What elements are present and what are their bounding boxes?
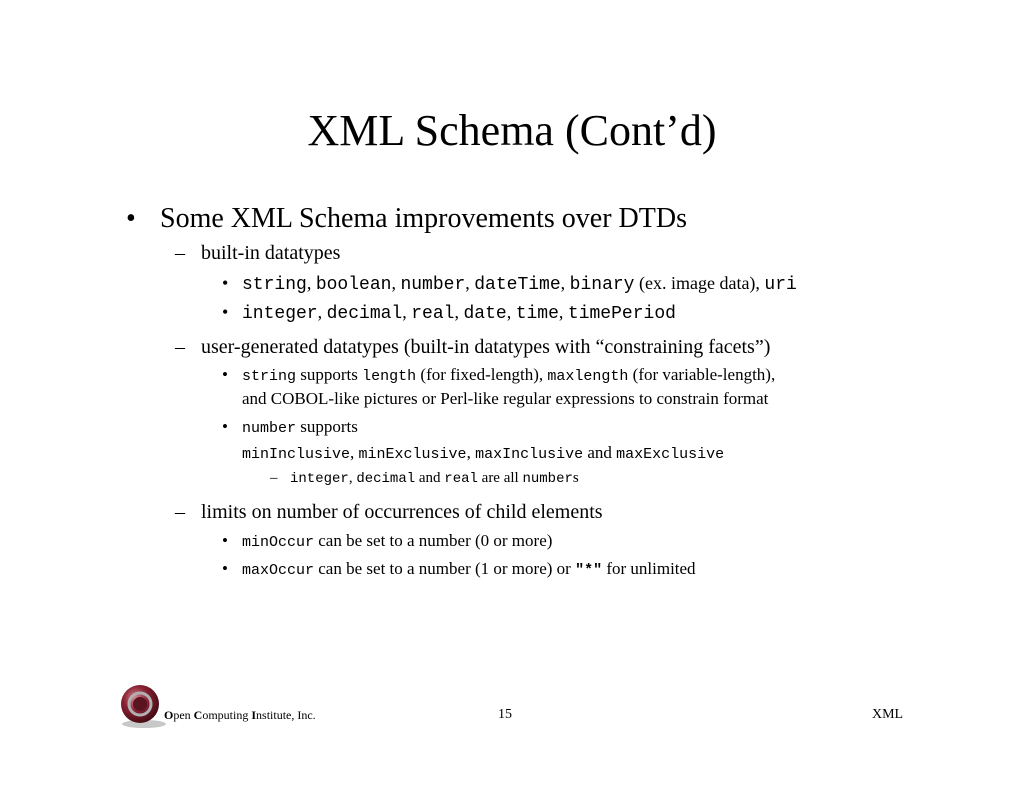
text-fragment: can be set to a number (0 or more) — [314, 531, 553, 550]
text-fragment: (for fixed-length), — [416, 365, 548, 384]
code-term: length — [362, 368, 417, 385]
code-term: number — [400, 275, 466, 295]
text-fragment: supports — [296, 417, 358, 436]
code-term: uri — [764, 275, 797, 295]
number-facets-list — [242, 441, 724, 467]
text-fragment: , — [560, 273, 570, 293]
code-term: integer — [242, 304, 318, 324]
bullet-dot: • — [222, 365, 228, 384]
text-fragment: for unlimited — [602, 559, 696, 578]
code-term: number — [242, 420, 297, 437]
code-term: decimal — [356, 471, 416, 487]
dash-marker: – — [175, 501, 185, 523]
code-term: minExclusive — [358, 446, 467, 463]
footer-organization — [164, 706, 316, 724]
page-number: 15 — [498, 707, 512, 722]
footer-topic: XML — [872, 707, 904, 722]
code-term: time — [515, 304, 559, 324]
code-term: maxOccur — [242, 562, 315, 579]
text-fragment: , — [306, 273, 316, 293]
bullet-dot: • — [222, 531, 228, 550]
text-fragment: can be set to a number (1 or more) or — [314, 559, 576, 578]
code-term: minOccur — [242, 534, 315, 551]
text-fragment: and — [583, 443, 617, 462]
code-term: decimal — [326, 304, 403, 324]
text-fragment: omputing — [202, 708, 252, 722]
min-occur-line — [242, 529, 552, 555]
text-fragment: , — [506, 302, 516, 322]
code-term: string — [242, 275, 307, 295]
dash-marker: – — [175, 336, 185, 358]
code-term: boolean — [315, 275, 392, 295]
code-term: binary — [569, 275, 635, 295]
code-term: number — [522, 471, 573, 487]
builtin-types-line-2 — [242, 300, 676, 326]
code-term: date — [463, 304, 507, 324]
code-term: timePeriod — [567, 304, 676, 324]
code-term: dateTime — [474, 275, 561, 295]
main-bullet-text: Some XML Schema improvements over DTDs — [160, 203, 687, 234]
text-fragment: , — [465, 273, 475, 293]
numeric-types-note — [290, 468, 579, 489]
string-facets-line — [242, 363, 775, 389]
oci-logo-icon — [119, 683, 169, 729]
bullet-dot: • — [126, 203, 136, 234]
initial-letter: I — [251, 708, 257, 722]
usergen-label: user-generated datatypes (built-in datatypes with “constraining facets”) — [201, 336, 771, 358]
text-fragment: and — [415, 470, 445, 486]
text-fragment: are all — [477, 470, 523, 486]
code-term: minInclusive — [242, 446, 351, 463]
slide-title: XML Schema (Cont’d) — [307, 106, 717, 155]
text-fragment: , — [466, 443, 476, 462]
text-fragment: , — [350, 443, 359, 462]
number-facets-line — [242, 415, 358, 441]
text-fragment: , — [454, 302, 464, 322]
code-term: maxInclusive — [475, 446, 584, 463]
dash-marker: – — [270, 470, 278, 486]
text-fragment: supports — [296, 365, 363, 384]
text-fragment: (ex. image data), — [634, 273, 765, 293]
text-fragment: , — [402, 302, 412, 322]
string-facets-continuation: and COBOL-like pictures or Perl-like regular expressions to constrain format — [242, 389, 769, 408]
code-term: "*" — [575, 562, 603, 579]
bullet-dot: • — [222, 302, 229, 322]
code-term: maxExclusive — [616, 446, 725, 463]
max-occur-line — [242, 557, 696, 583]
text-fragment: nstitute, Inc. — [256, 708, 316, 722]
bullet-dot: • — [222, 559, 228, 578]
text-fragment: (for variable-length), — [628, 365, 776, 384]
text-fragment: , — [348, 470, 357, 486]
bullet-dot: • — [222, 273, 229, 293]
code-term: integer — [290, 471, 349, 487]
dash-marker: – — [175, 242, 185, 264]
text-fragment: , — [391, 273, 401, 293]
initial-letter: C — [193, 708, 203, 722]
code-term: real — [411, 304, 455, 324]
bullet-dot: • — [222, 417, 228, 436]
text-fragment: , — [317, 302, 327, 322]
builtin-label: built-in datatypes — [201, 242, 341, 264]
code-term: maxlength — [547, 368, 629, 385]
text-fragment: s — [572, 470, 579, 486]
code-term: real — [444, 471, 478, 487]
text-fragment: , — [558, 302, 568, 322]
code-term: string — [242, 368, 297, 385]
builtin-types-line-1 — [242, 271, 797, 297]
text-fragment: pen — [173, 708, 194, 722]
initial-letter: O — [164, 708, 174, 722]
limits-label: limits on number of occurrences of child elements — [201, 501, 603, 523]
